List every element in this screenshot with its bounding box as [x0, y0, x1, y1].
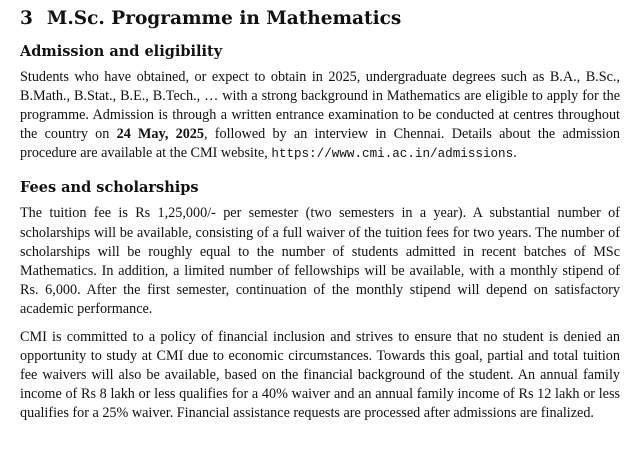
admission-heading: Admission and eligibility [20, 43, 223, 60]
fees-paragraph-2: CMI is committed to a policy of financial inclusion and strives to ensure that no student is denied an opportunity to study at CMI due to economic circumstances. Towards this goal, partial and total tuition fee waivers will also be available, based on the financial background of the student. An annual family income of Rs 8 lakh or less qualifies for a 40% waiver and an annual family income of Rs 12 lakh or less qualifies for a 25% waiver. Financial assistance requests are processed after admissions are finalized. [20, 329, 620, 422]
admission-text-2: , followed by an interview in Chennai. Details about the admission procedure are available at the CMI website, [20, 126, 621, 162]
admission-text-3: . [513, 145, 517, 162]
section-title: M.Sc. Programme in Mathematics [46, 8, 402, 29]
fees-heading: Fees and scholarships [20, 179, 199, 197]
section-heading [20, 6, 620, 32]
admission-text-1: Students who have obtained, or expect to obtain in 2025, undergraduate degrees such as B.A., B.Sc., B.Math., B.Stat., B.E., B.Tech., … with a strong background in Mathematics are eligible to apply for the programme. Admission is through a written entrance examination to be conducted at centres throughout the country on [20, 69, 620, 143]
section-number: 3 [20, 8, 33, 29]
admissions-url-link[interactable]: https://www.cmi.ac.in/admissions [271, 147, 514, 162]
admission-paragraph [20, 68, 620, 164]
document-page [20, 6, 620, 424]
exam-date: 24 May, 2025 [116, 126, 204, 143]
fees-paragraph-1: The tuition fee is Rs 1,25,000/- per semester (two semesters in a year). A substantial number of scholarships will be available, consisting of a full waiver of the tuition fees for two years. The number of scholarships will be roughly equal to the number of students admitted in recent batches of MSc Mathematics. In addition, a limited number of fellowships will be available, with a monthly stipend of Rs. 6,000. After the first semester, continuation of the monthly stipend will depend on satisfactory academic performance. [20, 205, 620, 317]
